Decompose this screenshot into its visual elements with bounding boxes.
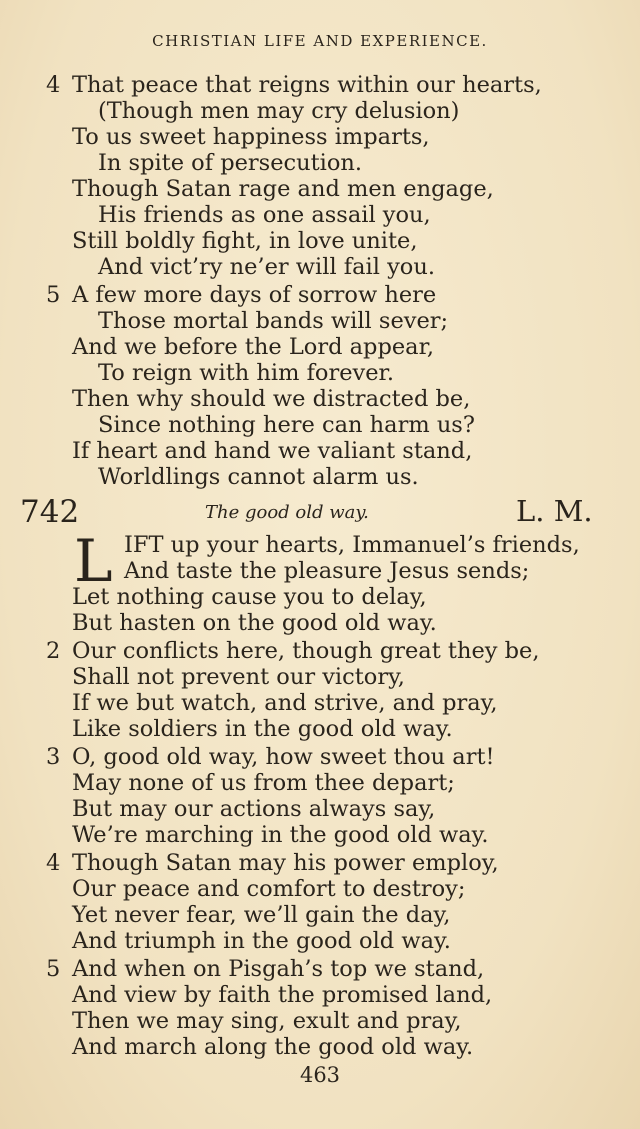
hymn-stanza-2: [0, 638, 640, 742]
verse-line: 3 O, good old way, how sweet thou art!: [46, 744, 495, 770]
verse-line: IFT up your hearts, Immanuel’s friends,: [124, 532, 580, 558]
continued-stanza-4: [0, 72, 640, 280]
verse-line: And vict’ry ne’er will fail you.: [98, 254, 435, 280]
verse-line: 4 Though Satan may his power employ,: [46, 850, 499, 876]
hymn-stanza-3: [0, 744, 640, 848]
hymn-title: The good old way.: [205, 502, 369, 523]
verse-line: And we before the Lord appear,: [72, 334, 435, 360]
verse-line: To us sweet happiness imparts,: [72, 124, 430, 150]
stanza-number: 3: [46, 744, 61, 770]
hymn-stanza-1: [0, 527, 640, 636]
verse-line: Yet never fear, we’ll gain the day,: [72, 902, 451, 928]
verse-line: If we but watch, and strive, and pray,: [72, 690, 498, 716]
hymn-stanza-5: [0, 956, 640, 1060]
verse-line: Then why should we distracted be,: [72, 386, 471, 412]
verse-line: And taste the pleasure Jesus sends;: [124, 558, 530, 584]
verse-line: 4 That peace that reigns within our hearts,: [46, 72, 542, 98]
verse-line: Those mortal bands will sever;: [98, 308, 449, 334]
verse-line: 2 Our conflicts here, though great they be,: [46, 638, 540, 664]
drop-cap: L: [74, 527, 113, 595]
verse-line: And march along the good old way.: [72, 1034, 474, 1060]
verse-line: And triumph in the good old way.: [72, 928, 451, 954]
verse-line: Then we may sing, exult and pray,: [72, 1008, 462, 1034]
stanza-number: 2: [46, 638, 61, 664]
hymn-meter: L. M.: [516, 494, 593, 528]
verse-line: But may our actions always say,: [72, 796, 436, 822]
verse-line: 5 And when on Pisgah’s top we stand,: [46, 956, 485, 982]
verse-line: Shall not prevent our victory,: [72, 664, 405, 690]
verse-line: Worldlings cannot alarm us.: [98, 464, 419, 490]
stanza-number: 4: [46, 850, 61, 876]
verse-line: 5 A few more days of sorrow here: [46, 282, 437, 308]
verse-line: (Though men may cry delusion): [98, 98, 460, 124]
running-head: CHRISTIAN LIFE AND EXPERIENCE.: [152, 32, 488, 50]
continued-stanza-5: [0, 282, 640, 490]
verse-line: And view by faith the promised land,: [72, 982, 493, 1008]
stanza-number: 4: [46, 72, 61, 98]
verse-line: Let nothing cause you to delay,: [72, 584, 427, 610]
hymn-stanza-4: [0, 850, 640, 954]
verse-line: Still boldly fight, in love unite,: [72, 228, 418, 254]
verse-line: His friends as one assail you,: [98, 202, 431, 228]
verse-line: We’re marching in the good old way.: [72, 822, 489, 848]
hymn-number: 742: [20, 494, 80, 530]
verse-line: In spite of persecution.: [98, 150, 363, 176]
verse-line: But hasten on the good old way.: [72, 610, 437, 636]
stanza-number: 5: [46, 282, 61, 308]
page-number: 463: [299, 1063, 341, 1087]
verse-line: Though Satan rage and men engage,: [72, 176, 494, 202]
verse-line: If heart and hand we valiant stand,: [72, 438, 473, 464]
verse-line: To reign with him forever.: [98, 360, 394, 386]
verse-line: Since nothing here can harm us?: [98, 412, 475, 438]
verse-line: May none of us from thee depart;: [72, 770, 455, 796]
stanza-number: 5: [46, 956, 61, 982]
verse-line: Our peace and comfort to destroy;: [72, 876, 466, 902]
verse-line: Like soldiers in the good old way.: [72, 716, 453, 742]
